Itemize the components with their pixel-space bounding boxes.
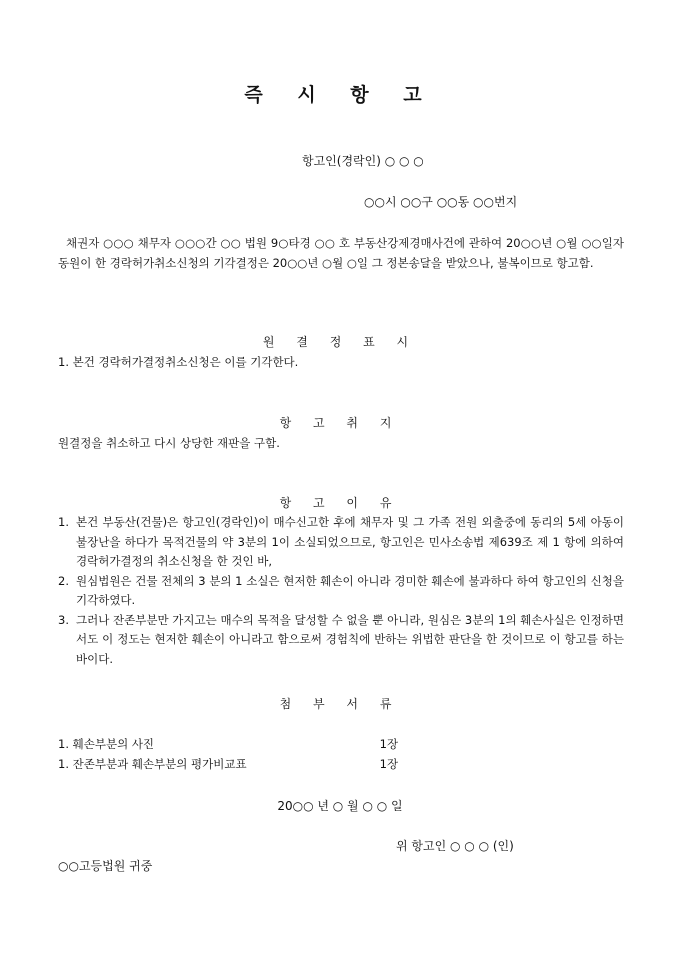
reason-item [58,572,624,611]
signature-line: 위 항고인 ○ ○ ○ (인) [396,839,514,853]
attachment-row [58,736,398,752]
original-decision-title: 원 결 정 표 시 [262,335,418,349]
appellant-address: ○○시 ○○구 ○○동 ○○번지 [364,195,518,209]
reason-number: 2. [58,573,69,588]
intro-paragraph: 채권자 ○○○ 채무자 ○○○간 ○○ 법원 9○타경 ○○ 호 부동산강제경매사건에 관하여 20○○년 ○월 ○○일자 동원이 한 경락허가취소신청의 기각결정은 20○○년 ○월 ○일 그 정본송달을 받았으나, 불복이므로 항고함. [58,236,624,270]
appeal-purpose-title: 항 고 취 지 [279,416,401,430]
appeal-reasons-list [58,513,624,669]
reason-text: 원심법원은 건물 전체의 3 분의 1 소실은 현저한 훼손이 아니라 경미한 훼손에 불과하다 하여 항고인의 신청을 기각하였다. [76,573,624,607]
appeal-purpose-text: 원결정을 취소하고 다시 상당한 재판을 구함. [58,436,280,450]
reason-text: 본건 부동산(건물)은 항고인(경락인)이 매수신고한 후에 채무자 및 그 가족 전원 외출중에 동리의 5세 아동이 불장난을 하다가 목적건물의 약 3분의 1이 소실되었으므로, 항고인은 민사소송법 제639조 제 1 항에 의하여 경락허가결정의 취소신청을 한 것인 바, [76,515,624,568]
reason-item [58,611,624,670]
filing-date: 20○○ 년 ○ 월 ○ ○ 일 [277,799,403,813]
court-addressee: ○○고등법원 귀중 [58,859,153,873]
attachment-row [58,756,398,772]
attachment-name: 1. 잔존부분과 훼손부분의 평가비교표 [58,757,247,771]
attachment-name: 1. 훼손부분의 사진 [58,737,155,751]
reason-number: 3. [58,612,69,627]
attachment-qty: 1장 [379,757,399,771]
original-decision-text: 1. 본건 경락허가결정취소신청은 이를 기각한다. [58,355,299,369]
attachment-qty: 1장 [379,737,399,751]
reason-number: 1. [58,515,69,529]
appellant-line: 항고인(경락인) ○ ○ ○ [302,154,424,168]
attachments-title: 첨 부 서 류 [279,697,401,711]
reason-item [58,513,624,572]
reason-text: 그러나 잔존부분만 가지고는 매수의 목적을 달성할 수 없을 뿐 아니라, 원심은 3분의 1의 훼손사실은 인정하면서도 이 정도는 현저한 훼손이 아니라고 함으로써 경험칙에 반하는 위법한 판단을 한 것이므로 이 항고를 하는 바이다. [76,612,624,666]
appeal-reasons-title: 항 고 이 유 [279,496,401,510]
document-title: 즉 시 항 고 [244,84,436,106]
